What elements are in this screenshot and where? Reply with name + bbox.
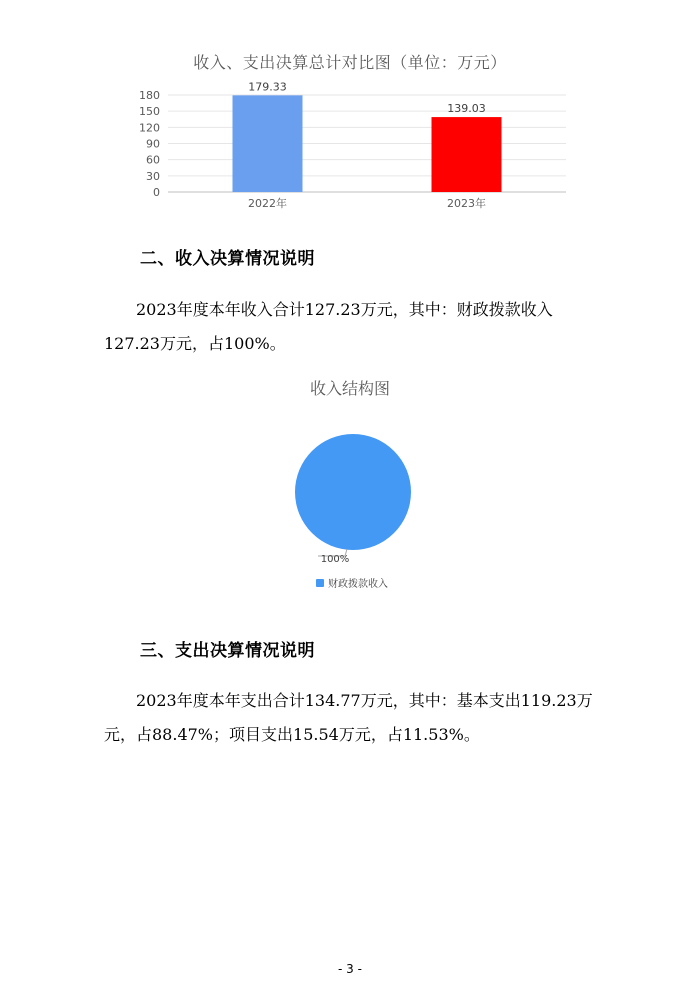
legend-label: 财政拨款收入 (328, 579, 388, 590)
bar-chart-title: 收入、支出决算总计对比图（单位：万元） (193, 53, 507, 72)
pie-chart-title: 收入结构图 (309, 379, 390, 398)
y-tick-label: 150 (139, 105, 160, 119)
y-tick-label: 180 (139, 89, 160, 102)
page-number: - 3 - (338, 962, 362, 976)
pie-slice (295, 434, 411, 550)
legend-swatch (316, 579, 324, 587)
section-heading-expense: 三、支出决算情况说明 (140, 641, 315, 661)
y-tick-label: 120 (139, 121, 160, 135)
expense-paragraph: 2023年度本年支出合计134.77万元，其中：基本支出119.23万元，占88.47%；项目支出15.54万元，占11.53%。 (104, 691, 593, 744)
bar-value-label: 139.03 (447, 102, 486, 116)
pie-data-label: 100% (320, 554, 350, 565)
y-tick-label: 0 (153, 186, 160, 199)
x-tick-label: 2022年 (248, 197, 287, 210)
pie-legend (316, 575, 388, 590)
y-tick-label: 60 (146, 153, 160, 167)
section-heading-income: 二、收入决算情况说明 (140, 249, 315, 269)
x-tick-label: 2023年 (447, 197, 486, 210)
income-paragraph: 2023年度本年收入合计127.23万元，其中：财政拨款收入127.23万元，占100%。 (104, 300, 553, 353)
bar-value-label: 179.33 (248, 80, 287, 94)
y-tick-label: 30 (146, 169, 160, 183)
y-tick-label: 90 (146, 137, 160, 151)
